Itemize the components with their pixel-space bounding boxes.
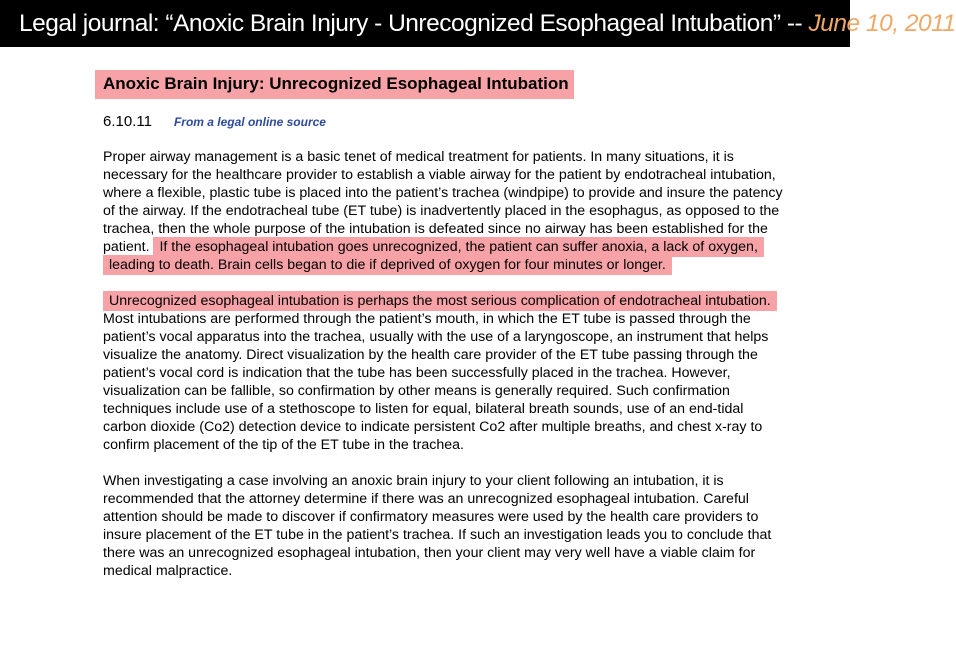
highlighted-text: Unrecognized esophageal intubation is perhaps the most serious complication of endotracheal intubation. — [103, 291, 777, 311]
highlighted-text: If the esophageal intubation goes unrecognized, the patient can suffer anoxia, a lack of oxygen, leading to death. Brain cells began to die if deprived of oxygen for four minutes or longer. — [103, 237, 764, 275]
paragraph-1-text: Proper airway management is a basic tenet of medical treatment for patients. In many situations, it is necessary for the healthcare provider to establish a viable airway for the patient by endotracheal intubation, where a flexible, plastic tube is placed into the patient’s trachea (windpipe) to provide and insure the patency of the airway. If the endotracheal tube (ET tube) is inadvertently placed in the esophagus, as opposed to the trachea, then the whole purpose of the intubation is defeated since no airway has been established for the patient. — [103, 149, 783, 255]
header-banner — [0, 0, 956, 47]
paragraph-2 — [103, 292, 783, 454]
paragraph-3: When investigating a case involving an anoxic brain injury to your client following an intubation, it is recommended that the attorney determine if there was an unrecognized esophageal intubation. Careful attention should be made to discover if confirmatory measures were used by the health care providers to insure placement of the ET tube in the patient’s trachea. If such an investigation leads you to conclude that there was an unrecognized esophageal intubation, then your client may very well have a viable claim for medical malpractice. — [103, 473, 772, 579]
article-body — [103, 148, 783, 598]
banner-title: Legal journal: “Anoxic Brain Injury - Unrecognized Esophageal Intubation” -- — [19, 10, 809, 37]
article-date: 6.10.11 — [103, 113, 152, 130]
dateline — [103, 113, 326, 130]
paragraph-2-text: Most intubations are performed through the patient’s mouth, in which the ET tube is passed through the patient’s vocal apparatus into the trachea, usually with the use of a laryngoscope, an instrument that helps visualize the anatomy. Direct visualization by the health care provider of the ET tube passing through the patient’s vocal cord is indication that the tube has been successfully placed in the trachea. However, visualization can be fallible, so confirmation by other means is generally required. Such confirmation techniques include use of a stethoscope to listen for equal, bilateral breath sounds, use of an end-tidal carbon dioxide (Co2) detection device to indicate persistent Co2 after multiple breaths, and chest x-ray to confirm placement of the tip of the ET tube in the trachea. — [103, 311, 769, 453]
banner-date: June 10, 2011 — [808, 10, 956, 37]
article-title: Anoxic Brain Injury: Unrecognized Esophageal Intubation — [95, 70, 574, 99]
paragraph-1 — [103, 148, 783, 274]
source-link[interactable]: From a legal online source — [173, 115, 326, 129]
